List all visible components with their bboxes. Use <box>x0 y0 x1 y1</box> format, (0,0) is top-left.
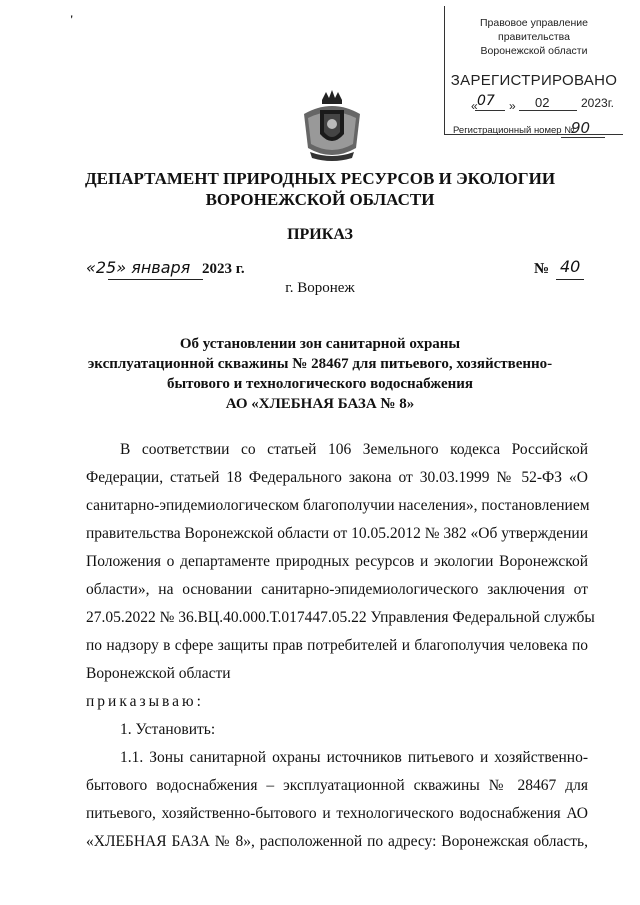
stamp-reg-underline <box>561 137 605 138</box>
stamp-date <box>445 93 623 115</box>
body-line: области», на основании санитарно-эпидемиологического заключения от <box>86 581 588 598</box>
city: г. Воронеж <box>285 280 355 296</box>
stamp-day-underline <box>475 110 505 111</box>
subject-line: Об установлении зон санитарной охраны <box>179 336 461 352</box>
stamp-status: ЗАРЕГИСТРИРОВАНО <box>450 72 618 89</box>
stamp-reg-number <box>445 119 623 137</box>
body-line: санитарно-эпидемиологическом благополучии населения», постановлением <box>86 497 590 514</box>
body-line: Федерации, статьей 18 Федерального закона от 30.03.1999 № 52-ФЗ «О <box>86 469 588 486</box>
order-number: 40 <box>560 257 581 276</box>
body-line: «ХЛЕБНАЯ БАЗА № 8», расположенной по адресу: Воронежская область, <box>86 833 588 850</box>
stamp-close-quote: » <box>509 99 516 113</box>
order-body <box>86 436 595 856</box>
stamp-month: 02 <box>535 95 550 110</box>
department-line1: ДЕПАРТАМЕНТ ПРИРОДНЫХ РЕСУРСОВ И ЭКОЛОГИИ <box>84 169 556 188</box>
order-number-label: № <box>534 261 550 277</box>
stamp-day: 07 <box>477 93 495 109</box>
corner-mark: ' <box>70 12 74 26</box>
stamp-org-line1: Правовое управление правительства <box>479 17 588 43</box>
clause-1-1: 1.1. Зоны санитарной охраны источников питьевого и хозяйственно- <box>120 749 588 766</box>
subject-line: эксплуатационной скважины № 28467 для питьевого, хозяйственно- <box>87 356 553 372</box>
stamp-month-underline <box>519 110 577 111</box>
body-line: правительства Воронежской области от 10.05.2012 № 382 «Об утверждении <box>86 525 588 542</box>
subject-line: бытового и технологического водоснабжения <box>166 376 474 392</box>
document-title: ПРИКАЗ <box>287 226 353 243</box>
body-line: по надзору в сфере защиты прав потребителей и благополучия человека по <box>86 637 588 654</box>
stamp-reg-value: 90 <box>571 119 591 137</box>
department-name <box>60 168 580 210</box>
body-line: бытового водоснабжения – эксплуатационной скважины № 28467 для <box>86 777 588 794</box>
body-line: 27.05.2022 № 36.ВЦ.40.000.Т.017447.05.22 Управления Федеральной службы <box>86 609 595 626</box>
order-year: 2023 г. <box>202 261 245 277</box>
stamp-reg-label: Регистрационный номер № <box>453 125 575 136</box>
coat-of-arms-icon <box>292 86 372 166</box>
handwritten-date: «25» января <box>86 258 191 277</box>
body-line: питьевого, хозяйственно-бытового и технологического водоснабжения АО <box>86 805 588 822</box>
stamp-org-line2: Воронежской области <box>480 45 588 57</box>
order-subject <box>60 334 580 414</box>
department-line2: ВОРОНЕЖСКОЙ ОБЛАСТИ <box>205 190 435 209</box>
stamp-organization <box>445 16 623 58</box>
clause-1: 1. Установить: <box>120 721 216 738</box>
body-line: Воронежской области <box>86 665 231 682</box>
registration-stamp <box>444 6 623 135</box>
body-line: Положения о департаменте природных ресурсов и экологии Воронежской <box>86 553 588 570</box>
order-directive: приказываю: <box>86 693 204 710</box>
stamp-year: 2023г. <box>581 96 614 110</box>
subject-line: АО «ХЛЕБНАЯ БАЗА № 8» <box>225 396 415 412</box>
stamp-open-quote: « <box>471 99 478 113</box>
body-line: В соответствии со статьей 106 Земельного кодекса Российской <box>120 441 588 458</box>
